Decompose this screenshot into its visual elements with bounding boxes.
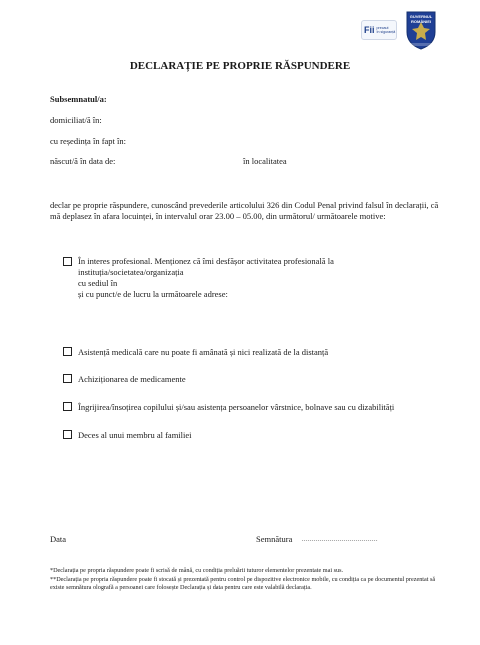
option-care: Îngrijirea/însoțirea copilului și/sau asistența persoanelor vârstnice, bolnave sau cu dizabilități — [78, 402, 395, 412]
crest-label: GUVERNUL ROMÂNIEI — [409, 14, 433, 24]
nascut-label: născut/ă în data de: — [50, 156, 116, 166]
signature-label: Semnătura — [256, 534, 293, 544]
option-work-line-4: și cu punct/e de lucru la următoarele adrese: — [78, 289, 228, 299]
option-work-line-3: cu sediul în — [78, 278, 118, 288]
page-title: DECLARAȚIE PE PROPRIE RĂSPUNDERE — [129, 60, 351, 72]
checkbox-medical[interactable] — [63, 347, 72, 356]
date-label: Data — [50, 534, 67, 544]
option-death: Deces al unui membru al familiei — [78, 430, 192, 440]
checkbox-work[interactable] — [63, 257, 72, 266]
declaration-statement: declar pe proprie răspundere, cunoscând prevederile articolului 326 din Codul Penal privind falsul în declarații, că mă deplasez în afara locuinței, în intervalul orar 23.00 – 05.00, din următorul/ următoarele motive: — [50, 200, 439, 221]
option-work-line-1: În interes profesional. Menționez că îmi desfășor activitatea profesională la — [78, 256, 334, 266]
checkbox-medication[interactable] — [63, 374, 72, 383]
subsemnatul-label: Subsemnatul/a: — [50, 94, 107, 104]
fii-logo-tagline: precaut în siguranță — [376, 26, 396, 34]
fii-logo-word: Fii — [364, 25, 375, 35]
checkbox-death[interactable] — [63, 430, 72, 439]
localitatea-label: în localitatea — [243, 156, 287, 166]
signature-dotted-line: ...................................... — [302, 537, 378, 543]
checkbox-care[interactable] — [63, 402, 72, 411]
option-medication: Achiziționarea de medicamente — [78, 374, 186, 384]
fii-precaut-logo — [361, 20, 397, 40]
option-medical: Asistență medicală care nu poate fi amânată și nici realizată de la distanță — [78, 347, 329, 357]
option-work — [78, 256, 334, 300]
footnote-electronic: **Declarația pe propria răspundere poate fi stocată și prezentată pentru control pe dispozitive electronice mobile, cu condiția ca pe documentul prezentat să existe semnătura olografă a persoanei care folosește Declarația și data pentru care este valabilă declarația. — [50, 576, 436, 591]
resedinta-label: cu reședința în fapt în: — [50, 136, 127, 146]
domiciliat-label: domiciliat/ă în: — [50, 115, 102, 125]
footnote-handwritten: *Declarația pe propria răspundere poate fi scrisă de mână, cu condiția preluării tuturor elementelor prezentate mai sus. — [50, 567, 344, 574]
option-work-line-2: instituția/societatea/organizația — [78, 267, 184, 277]
